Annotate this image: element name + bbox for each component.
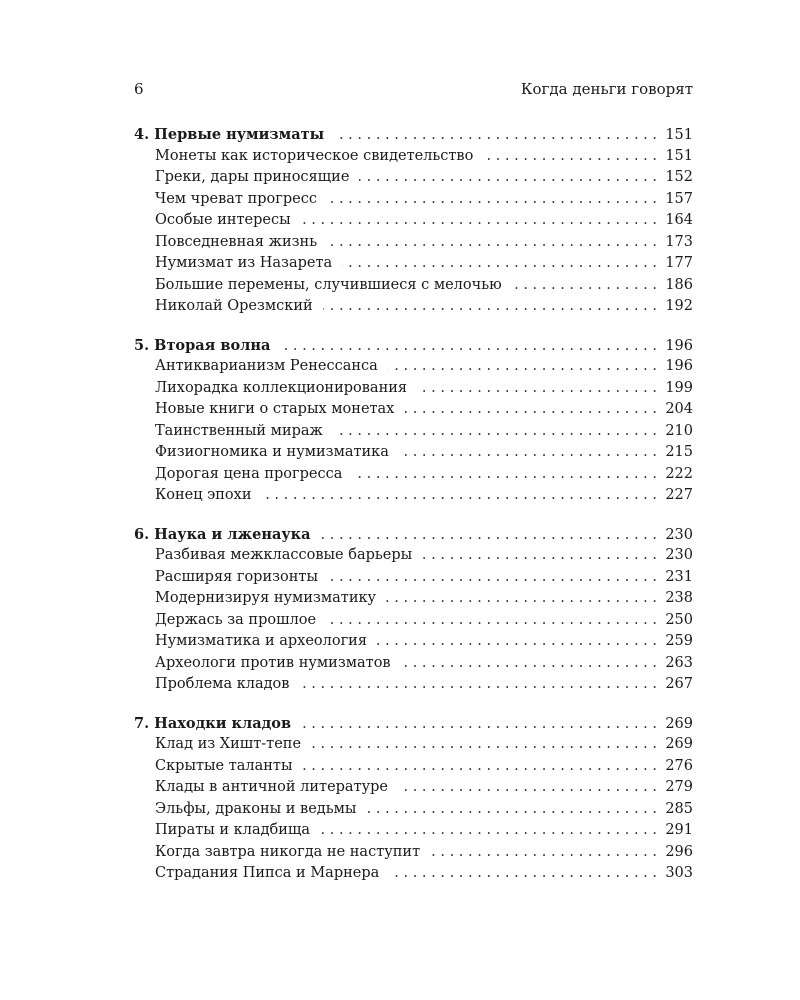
toc-section-entry-page-number: 204	[665, 401, 693, 417]
toc-section-entry	[134, 401, 693, 423]
toc-section-entry-page-number: 152	[665, 169, 693, 185]
toc-section-entry-title: Расширяя горизонты	[155, 568, 318, 585]
toc-section-entry-page-number: 231	[665, 568, 693, 585]
toc-section-entry-page-number: 199	[665, 379, 693, 396]
toc-section-entry	[134, 676, 693, 698]
toc-section-entry	[134, 865, 693, 887]
dot-leader	[366, 801, 657, 817]
dot-leader	[377, 633, 657, 649]
toc-section-entry-page-number: 291	[665, 822, 693, 838]
toc-section-entry	[134, 801, 693, 823]
dot-leader	[399, 444, 657, 460]
dot-leader	[359, 169, 657, 185]
toc-chapter-heading-page-number: 196	[665, 337, 693, 354]
toc-chapter	[134, 715, 693, 887]
dot-leader	[430, 844, 657, 860]
toc-section-entry-title: Особые интересы	[155, 212, 291, 228]
dot-leader	[299, 676, 657, 692]
toc-section-entry-title: Конец эпохи	[155, 487, 252, 503]
toc-section-entry-page-number: 227	[665, 487, 693, 503]
toc-chapter	[134, 337, 693, 509]
dot-leader	[301, 212, 657, 228]
dot-leader	[326, 612, 657, 628]
toc-chapter-heading-title: 4. Первые нумизматы	[134, 126, 325, 143]
dot-leader	[262, 487, 658, 503]
toc-section-entry-title: Археологи против нумизматов	[155, 654, 391, 671]
toc-section-entry	[134, 380, 693, 402]
toc-section-entry-page-number: 151	[665, 147, 693, 164]
toc-section-entry-page-number: 210	[665, 422, 693, 439]
toc-chapter-heading	[134, 337, 693, 359]
toc-section-entry-title: Клады в античной литературе	[155, 779, 388, 795]
dot-leader	[389, 865, 657, 881]
toc-section-entry-page-number: 186	[665, 276, 693, 293]
book-title: Когда деньги говорят	[520, 80, 693, 98]
toc-section-entry	[134, 612, 693, 634]
dot-leader	[352, 466, 657, 482]
toc-section-entry-page-number: 215	[665, 444, 693, 460]
toc-section-entry-page-number: 303	[665, 865, 693, 881]
dot-leader	[512, 277, 657, 293]
toc-section-entry-page-number: 259	[665, 633, 693, 649]
toc-section-entry-page-number: 263	[665, 654, 693, 671]
toc-section-entry-title: Модернизируя нумизматику	[155, 590, 377, 606]
toc-section-entry-title: Лихорадка коллекционирования	[155, 379, 408, 396]
dot-leader	[386, 590, 657, 606]
toc-section-entry	[134, 423, 693, 445]
toc-section-entry	[134, 736, 693, 758]
toc-chapter-heading-title: 5. Вторая волна	[134, 336, 271, 354]
toc-section-entry-title: Большие перемены, случившиеся с мелочью	[155, 276, 502, 293]
toc-section-entry-page-number: 269	[665, 736, 693, 752]
toc-section-entry-page-number: 276	[665, 757, 693, 774]
toc-section-entry	[134, 758, 693, 780]
toc-section-entry-page-number: 196	[665, 358, 693, 374]
toc-section-entry	[134, 234, 693, 256]
toc-section-entry	[134, 779, 693, 801]
running-head	[134, 80, 693, 102]
toc-chapter-heading-page-number: 269	[665, 715, 693, 732]
dot-leader	[320, 822, 657, 838]
toc-section-entry	[134, 444, 693, 466]
toc-section-entry-page-number: 296	[665, 843, 693, 860]
toc-section-entry-title: Физиогномика и нумизматика	[155, 444, 389, 460]
toc-section-entry	[134, 191, 693, 213]
toc-section-entry-page-number: 279	[665, 779, 693, 795]
toc-section-entry-title: Монеты как историческое свидетельство	[155, 147, 474, 164]
toc-chapter	[134, 126, 693, 320]
toc-section-entry-title: Антикварианизм Ренессанса	[155, 358, 378, 374]
toc-section-entry	[134, 148, 693, 170]
toc-section-entry-page-number: 173	[665, 233, 693, 250]
toc-section-entry	[134, 569, 693, 591]
toc-section-entry-title: Разбивая межклассовые барьеры	[155, 547, 413, 563]
toc-section-entry-title: Таинственный мираж	[155, 422, 323, 439]
dot-leader	[301, 716, 657, 732]
dot-leader	[388, 358, 657, 374]
toc-section-entry-page-number: 230	[665, 547, 693, 563]
toc-section-entry-page-number: 285	[665, 800, 693, 817]
toc-chapter-heading	[134, 715, 693, 737]
toc-section-entry	[134, 212, 693, 234]
toc-section-entry-page-number: 250	[665, 611, 693, 628]
toc-section-entry	[134, 633, 693, 655]
toc-chapter-heading	[134, 526, 693, 548]
toc-section-entry-title: Скрытые таланты	[155, 757, 293, 774]
dot-leader	[323, 298, 657, 314]
dot-leader	[327, 191, 657, 207]
toc-section-entry-page-number: 177	[665, 255, 693, 271]
toc-section-entry-title: Повседневная жизнь	[155, 233, 318, 250]
toc-section-entry-title: Клад из Хишт-тепе	[155, 736, 302, 752]
toc-section-entry	[134, 547, 693, 569]
page-number: 6	[134, 80, 144, 98]
toc-section-entry	[134, 655, 693, 677]
dot-leader	[417, 380, 657, 396]
dot-leader	[280, 338, 657, 354]
toc-section-entry	[134, 298, 693, 320]
toc-section-entry-page-number: 164	[665, 212, 693, 228]
dot-leader	[321, 527, 657, 543]
toc-section-entry-title: Пираты и кладбища	[155, 822, 311, 838]
toc-section-entry-title: Эльфы, драконы и ведьмы	[155, 800, 357, 817]
toc-section-entry	[134, 277, 693, 299]
dot-leader	[311, 736, 657, 752]
dot-leader	[398, 779, 657, 795]
toc-section-entry-title: Нумизмат из Назарета	[155, 255, 333, 271]
toc-section-entry-title: Нумизматика и археология	[155, 633, 367, 649]
toc-section-entry	[134, 487, 693, 509]
toc-section-entry-title: Греки, дары приносящие	[155, 169, 350, 185]
table-of-contents	[134, 126, 693, 904]
dot-leader	[483, 148, 657, 164]
toc-section-entry	[134, 466, 693, 488]
toc-section-entry-title: Когда завтра никогда не наступит	[155, 843, 421, 860]
toc-chapter-heading	[134, 126, 693, 148]
toc-section-entry-title: Чем чреват прогресс	[155, 190, 317, 207]
dot-leader	[302, 758, 657, 774]
dot-leader	[327, 234, 657, 250]
toc-section-entry-title: Проблема кладов	[155, 676, 290, 692]
toc-section-entry-page-number: 238	[665, 590, 693, 606]
dot-leader	[422, 547, 657, 563]
toc-section-entry	[134, 590, 693, 612]
toc-section-entry	[134, 822, 693, 844]
toc-section-entry	[134, 255, 693, 277]
dot-leader	[334, 127, 657, 143]
dot-leader	[401, 655, 657, 671]
toc-chapter-heading-page-number: 151	[665, 127, 693, 143]
toc-section-entry-title: Держась за прошлое	[155, 611, 317, 628]
toc-section-entry	[134, 358, 693, 380]
toc-section-entry-page-number: 222	[665, 465, 693, 482]
toc-section-entry-title: Страдания Пипса и Марнера	[155, 865, 380, 881]
toc-chapter-heading-title: 6. Наука и лженаука	[134, 525, 311, 543]
toc-section-entry	[134, 169, 693, 191]
dot-leader	[342, 255, 657, 271]
toc-section-entry	[134, 844, 693, 866]
dot-leader	[328, 569, 657, 585]
toc-section-entry-page-number: 157	[665, 190, 693, 207]
dot-leader	[404, 401, 657, 417]
toc-chapter-heading-page-number: 230	[665, 526, 693, 543]
toc-chapter	[134, 526, 693, 698]
toc-section-entry-page-number: 192	[665, 298, 693, 314]
toc-section-entry-title: Николай Орезмский	[155, 298, 313, 314]
toc-section-entry-title: Новые книги о старых монетах	[155, 401, 395, 417]
dot-leader	[333, 423, 657, 439]
toc-section-entry-title: Дорогая цена прогресса	[155, 465, 343, 482]
toc-chapter-heading-title: 7. Находки кладов	[134, 714, 292, 732]
toc-section-entry-page-number: 267	[665, 676, 693, 692]
